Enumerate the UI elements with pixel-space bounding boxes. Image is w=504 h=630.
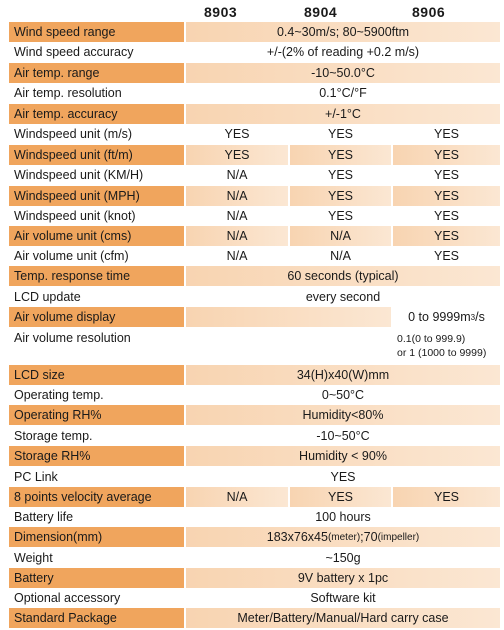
row-value: Humidity<80%	[186, 405, 500, 425]
value-8903: YES	[186, 145, 288, 165]
row-label: Air temp. accuracy	[9, 104, 184, 124]
row-label: Storage RH%	[9, 446, 184, 466]
row-value: YES	[330, 470, 356, 484]
resolution-line-1: 0.1(0 to 999.9)	[397, 333, 466, 345]
value-8906: YES	[393, 186, 500, 206]
value-8906: YES	[433, 249, 459, 263]
table-row	[9, 426, 500, 446]
row-label: Weight	[14, 551, 53, 565]
row-label: LCD update	[14, 290, 81, 304]
row-label: LCD size	[9, 365, 184, 385]
value-8906: YES	[433, 127, 459, 141]
table-row	[9, 307, 500, 327]
dimension-impeller: ;70	[360, 530, 378, 544]
row-label: PC Link	[14, 470, 58, 484]
table-row	[9, 467, 500, 487]
row-label: Air temp. range	[9, 63, 184, 83]
row-value: 0~50°C	[321, 388, 365, 402]
value-8903: N/A	[226, 168, 248, 182]
table-row	[9, 446, 500, 466]
row-label: 8 points velocity average	[9, 487, 184, 507]
table-row	[9, 507, 500, 527]
row-label: Air volume unit (cfm)	[14, 249, 129, 263]
row-value: 9V battery x 1pc	[186, 568, 500, 588]
table-row	[9, 246, 500, 266]
value-8906: YES	[393, 487, 500, 507]
row-value: -10~50.0°C	[186, 63, 500, 83]
table-row	[9, 588, 500, 608]
row-value: 60 seconds (typical)	[186, 266, 500, 286]
row-label: Storage temp.	[14, 429, 93, 443]
row-value: 0.1°C/°F	[319, 86, 367, 100]
row-value: 0.4~30m/s; 80~5900ftm	[186, 22, 500, 42]
table-row	[9, 104, 500, 124]
value-8904: YES	[327, 209, 353, 223]
row-label: Windspeed unit (ft/m)	[9, 145, 184, 165]
value-8904: YES	[290, 186, 391, 206]
row-label: Air volume resolution	[14, 331, 131, 345]
model-header-8906: 8906	[412, 4, 446, 20]
superscript: 3	[470, 312, 476, 322]
row-label: Windspeed unit (knot)	[14, 209, 136, 223]
row-label: Standard Package	[9, 608, 184, 628]
row-value: 100 hours	[315, 510, 371, 524]
table-row	[9, 548, 500, 568]
value-8903: N/A	[186, 226, 288, 246]
row-label: Battery	[9, 568, 184, 588]
row-label: Temp. response time	[9, 266, 184, 286]
row-value: 34(H)x40(W)mm	[186, 365, 500, 385]
row-label: Air volume unit (cms)	[9, 226, 184, 246]
table-row	[9, 266, 500, 286]
row-label: Optional accessory	[14, 591, 121, 605]
row-label: Wind speed range	[9, 22, 184, 42]
value-8906: YES	[433, 209, 459, 223]
table-row	[9, 527, 500, 547]
row-value: Software kit	[310, 591, 376, 605]
value-8903: N/A	[186, 487, 288, 507]
row-label: Air volume display	[9, 307, 184, 327]
table-row	[9, 568, 500, 588]
table-row	[9, 365, 500, 385]
model-header-8904: 8904	[304, 4, 338, 20]
row-label: Operating RH%	[9, 405, 184, 425]
row-label: Operating temp.	[14, 388, 104, 402]
unit-suffix: /s	[475, 310, 485, 324]
value-8903: YES	[224, 127, 250, 141]
row-label: Dimension(mm)	[9, 527, 184, 547]
row-value: +/-1°C	[186, 104, 500, 124]
table-row	[9, 405, 500, 425]
row-label: Windspeed unit (MPH)	[9, 186, 184, 206]
row-value: Humidity < 90%	[186, 446, 500, 466]
value-8904: N/A	[330, 249, 351, 263]
model-header-8903: 8903	[204, 4, 238, 20]
air-volume-display-value: 0 to 9999m	[408, 310, 471, 324]
value-8904: YES	[290, 145, 391, 165]
value-8906: YES	[393, 226, 500, 246]
value-8904: YES	[327, 127, 353, 141]
row-label: Wind speed accuracy	[14, 45, 134, 59]
row-value: +/-(2% of reading +0.2 m/s)	[266, 45, 420, 59]
row-value: Meter/Battery/Manual/Hard carry case	[186, 608, 500, 628]
table-row	[9, 329, 500, 363]
row-value-blank	[186, 307, 391, 327]
row-value	[186, 527, 500, 547]
row-value: every second	[305, 290, 381, 304]
table-row	[9, 385, 500, 405]
table-row	[9, 206, 500, 226]
table-row	[9, 226, 500, 246]
value-8904: YES	[327, 168, 353, 182]
row-label: Windspeed unit (KM/H)	[14, 168, 144, 182]
row-value: -10~50°C	[316, 429, 370, 443]
table-row	[9, 22, 500, 42]
value-8903: N/A	[226, 209, 248, 223]
value-8906	[393, 307, 500, 327]
row-label: Battery life	[14, 510, 74, 524]
resolution-line-2: or 1 (1000 to 9999)	[397, 347, 487, 359]
value-8903: N/A	[186, 186, 288, 206]
table-row	[9, 608, 500, 628]
table-row	[9, 63, 500, 83]
dimension-main: 183x76x45	[266, 530, 328, 544]
table-row	[9, 186, 500, 206]
table-row	[9, 83, 500, 103]
row-label: Windspeed unit (m/s)	[14, 127, 133, 141]
table-row	[9, 42, 500, 62]
table-row	[9, 287, 500, 307]
row-value: ~150g	[325, 551, 361, 565]
value-8903: N/A	[226, 249, 248, 263]
value-8904: N/A	[290, 226, 391, 246]
value-8906: YES	[433, 168, 459, 182]
table-row	[9, 165, 500, 185]
dimension-meter-note: (meter)	[327, 531, 361, 543]
table-row	[9, 145, 500, 165]
row-label: Air temp. resolution	[14, 86, 122, 100]
value-8904: YES	[290, 487, 391, 507]
dimension-impeller-note: (impeller)	[377, 531, 420, 543]
table-row	[9, 487, 500, 507]
value-8906: YES	[393, 145, 500, 165]
table-row	[9, 124, 500, 144]
value-8906	[393, 329, 500, 363]
